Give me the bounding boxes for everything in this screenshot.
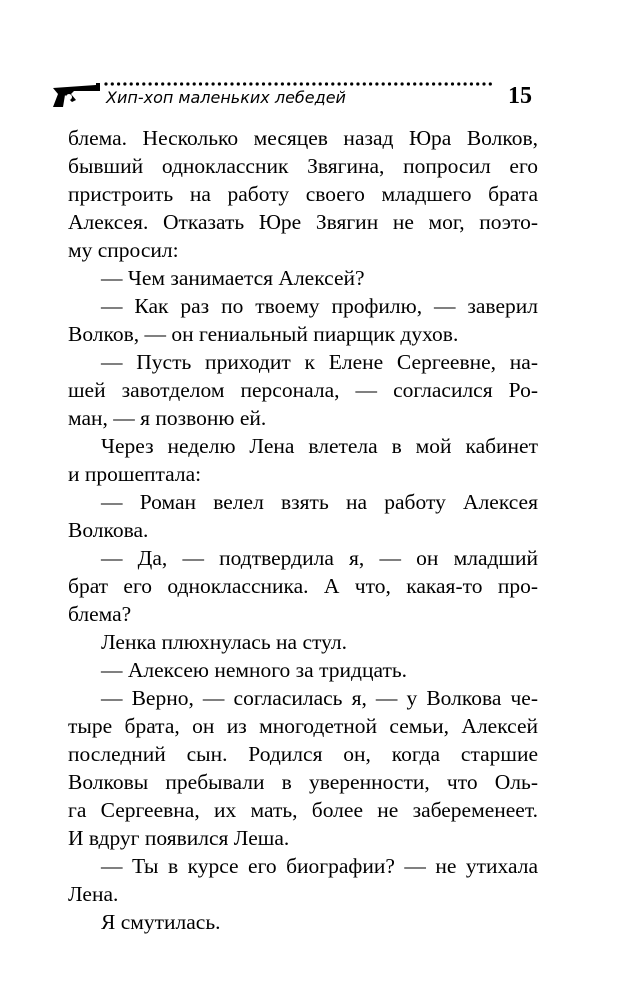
text-line: — Верно, — согласилась я, — у Волкова че- bbox=[101, 686, 538, 710]
text-line: и прошептала: bbox=[68, 462, 202, 486]
text-line: — Чем занимается Алексей? bbox=[101, 266, 365, 290]
running-title: Хип-хоп маленьких лебедей bbox=[106, 88, 346, 107]
text-line: — Пусть приходит к Елене Сергеевне, на- bbox=[101, 350, 538, 374]
text-line: блема? bbox=[68, 602, 132, 626]
page-header bbox=[0, 0, 641, 120]
text-line: Ленка плюхнулась на стул. bbox=[101, 630, 348, 654]
text-line: му спросил: bbox=[68, 238, 179, 262]
text-line: — Роман велел взять на работу Алексея bbox=[101, 490, 538, 514]
text-line: — Да, — подтвердила я, — он младший bbox=[101, 546, 538, 570]
text-line: Через неделю Лена влетела в мой кабинет bbox=[101, 434, 538, 458]
text-line: брат его одноклассника. А что, какая-то про- bbox=[68, 574, 538, 598]
text-line: ман, — я позвоню ей. bbox=[68, 406, 267, 430]
text-line: га Сергеевна, их мать, более не забеременеет. bbox=[68, 798, 538, 822]
text-line: бывший одноклассник Звягина, попросил его bbox=[68, 154, 538, 178]
page-number: 15 bbox=[508, 83, 532, 109]
text-line: И вдруг появился Леша. bbox=[68, 826, 290, 850]
text-line: Волковы пребывали в уверенности, что Оль- bbox=[68, 770, 538, 794]
text-line: Лена. bbox=[68, 882, 119, 906]
text-line: блема. Несколько месяцев назад Юра Волков, bbox=[68, 126, 538, 150]
text-line: Волкова. bbox=[68, 518, 149, 542]
revolver-icon bbox=[50, 80, 102, 110]
text-line: последний сын. Родился он, когда старшие bbox=[68, 742, 538, 766]
text-line: тыре брата, он из многодетной семьи, Алексей bbox=[68, 714, 538, 738]
text-line: шей завотделом персонала, — согласился Ро- bbox=[68, 378, 538, 402]
text-line: пристроить на работу своего младшего брата bbox=[68, 182, 538, 206]
text-line: Волков, — он гениальный пиарщик духов. bbox=[68, 322, 459, 346]
text-line: Я смутилась. bbox=[101, 910, 221, 934]
text-line: Алексея. Отказать Юре Звягин не мог, поэто- bbox=[68, 210, 538, 234]
text-line: — Алексею немного за тридцать. bbox=[101, 658, 408, 682]
text-line: — Ты в курсе его биографии? — не утихала bbox=[101, 854, 538, 878]
body-text bbox=[68, 124, 538, 936]
text-line: — Как раз по твоему профилю, — заверил bbox=[101, 294, 538, 318]
